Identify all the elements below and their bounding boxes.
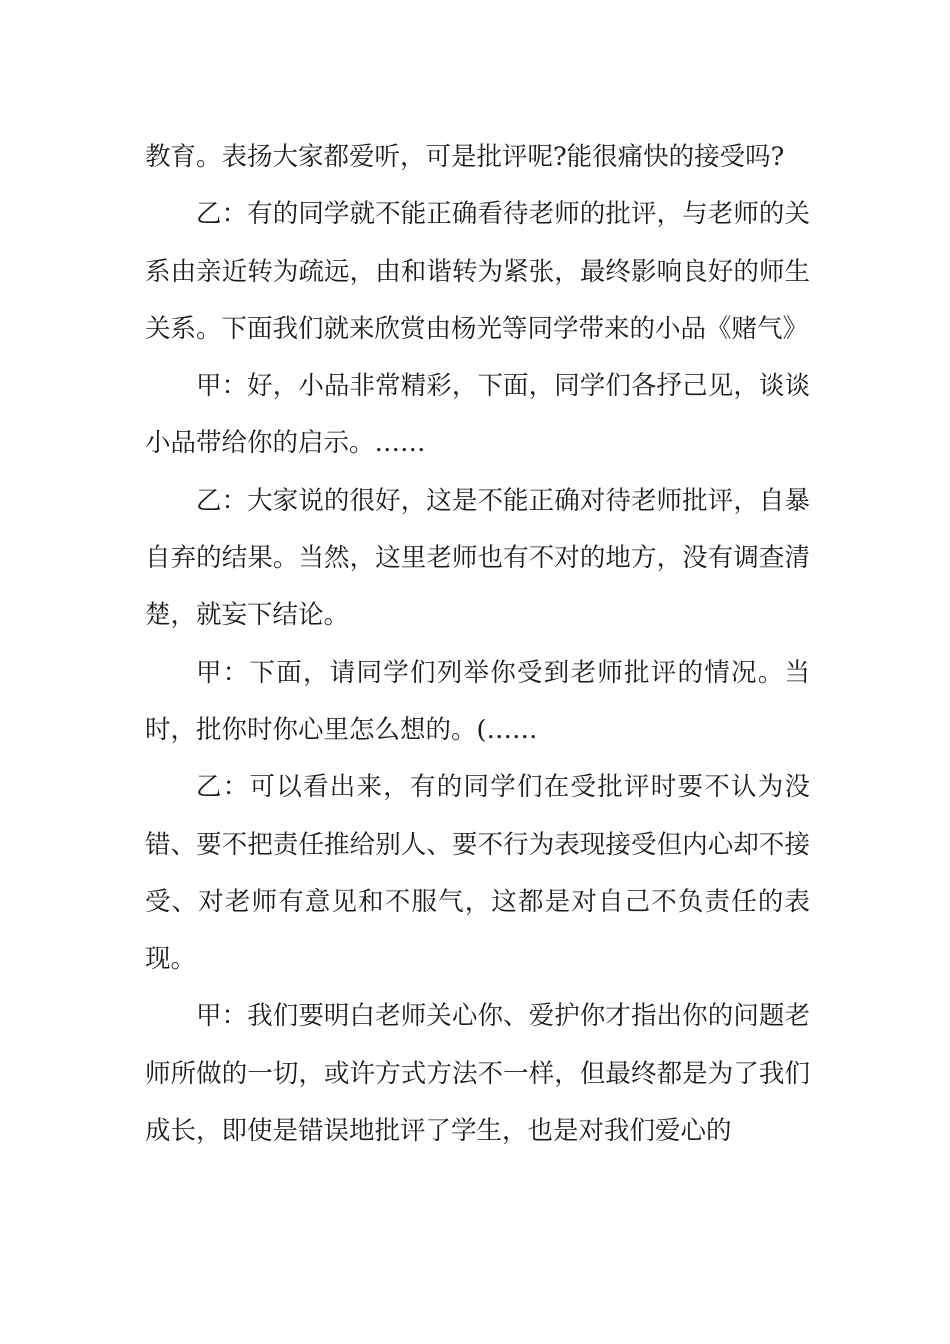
paragraph-2: 乙：有的同学就不能正确看待老师的批评，与老师的关系由亲近转为疏远，由和谐转为紧张，最终影响良好的师生关系。下面我们就来欣赏由杨光等同学带来的小品《赌气》: [145, 199, 810, 344]
paragraph-5: 甲：下面，请同学们列举你受到老师批评的情况。当时，批你时你心里怎么想的。(……: [145, 657, 810, 745]
paragraph-3: 甲：好，小品非常精彩，下面，同学们各抒己见，谈谈小品带给你的启示。……: [145, 371, 810, 459]
paragraph-1: 教育。表扬大家都爱听，可是批评呢?能很痛快的接受吗?: [145, 142, 785, 172]
paragraph-4: 乙：大家说的很好，这是不能正确对待老师批评，自暴自弃的结果。当然，这里老师也有不对的地方，没有调查清楚，就妄下结论。: [145, 485, 810, 631]
document-body: [145, 129, 810, 1160]
paragraph-7: 甲：我们要明白老师关心你、爱护你才指出你的问题老师所做的一切，或许方式方法不一样，但最终都是为了我们成长，即使是错误地批评了学生，也是对我们爱心的: [145, 1001, 810, 1147]
paragraph-6: 乙：可以看出来，有的同学们在受批评时要不认为没错、要不把责任推给别人、要不行为表现接受但内心却不接受、对老师有意见和不服气，这都是对自己不负责任的表现。: [145, 772, 810, 975]
